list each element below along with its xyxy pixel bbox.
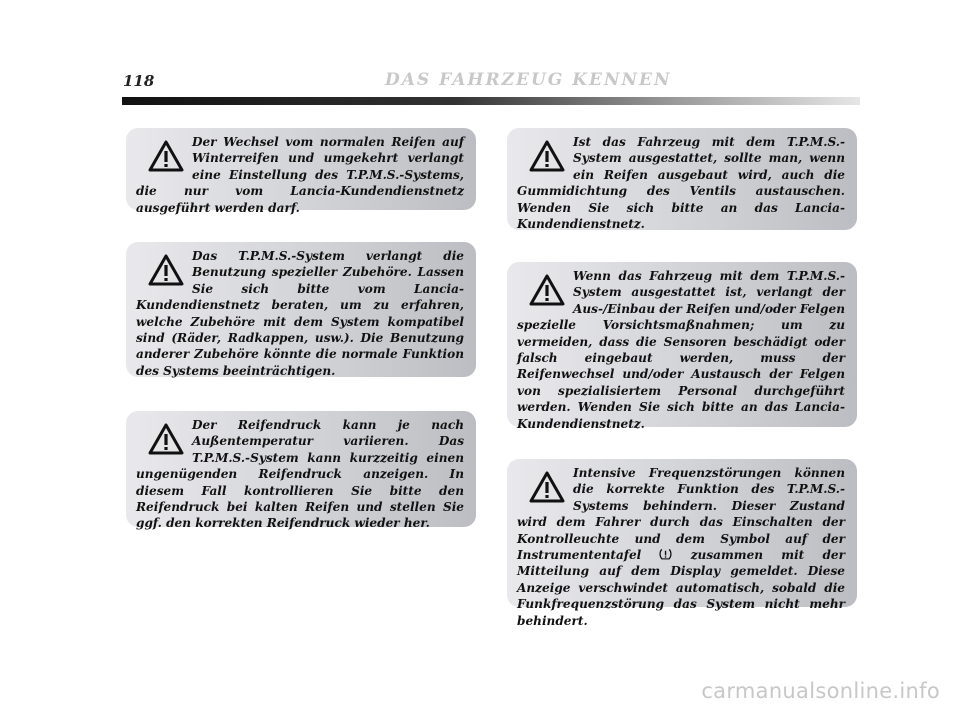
warning-box-1 <box>126 128 476 215</box>
warning-text-4: Ist das Fahrzeug mit dem T.P.M.S.-System ausgestattet, sollte man, wenn ein Reifen ausgebaut wird, auch die Gummidichtung des Ventils austauschen. Wenden Sie sich bitte an das Lancia-Kundendienstnetz. <box>517 135 845 232</box>
warning-text-6-part-1: Intensive Frequenzstörungen können die korrekte Funktion des T.P.M.S.-Systems behindern. Dieser Zustand wird dem Fahrer durch das Einschalten der Kontrolleuchte und dem Symbol auf der Instrumententafel <box>517 466 845 563</box>
warning-box-2 <box>126 242 476 377</box>
warning-triangle-icon <box>529 274 565 306</box>
warning-triangle-icon <box>529 471 565 503</box>
warning-text-2: Das T.P.M.S.-System verlangt die Benutzung spezieller Zubehöre. Lassen Sie sich bitte vom Lancia-Kundendienstnetz beraten, um zu erfahren, welche Zubehöre mit dem System kompatibel sind (Räder, Radkappen, usw.). Die Benutzung anderer Zubehöre könnte die normale Funktion des Systems beeinträchtigen. <box>136 249 464 378</box>
tire-pressure-warning-icon <box>659 548 672 560</box>
warning-triangle-icon <box>148 423 184 455</box>
header-rule <box>122 97 860 105</box>
warning-box-4 <box>507 128 857 230</box>
warning-triangle-icon <box>148 254 184 286</box>
warning-text-6 <box>517 465 845 629</box>
warning-triangle-icon <box>529 140 565 172</box>
watermark: carmanualsonline.info <box>701 679 940 703</box>
warning-box-5 <box>507 262 857 431</box>
warning-text-1: Der Wechsel vom normalen Reifen auf Winterreifen und umgekehrt verlangt eine Einstellung des T.P.M.S.-Systems, die nur vom Lancia-Kundendienstnetz ausgeführt werden darf. <box>136 135 464 215</box>
page-header: DAS FAHRZEUG KENNEN <box>385 70 672 90</box>
warning-text-5: Wenn das Fahrzeug mit dem T.P.M.S.-System ausgestattet ist, verlangt der Aus-/Einbau der Reifen und/oder Felgen spezielle Vorsichtsmaßnahmen; um zu vermeiden, dass die Sensoren beschädigt oder falsch eingebaut werden, muss der Reifenwechsel und/oder Austausch der Felgen von spezialisiertem Personal durchgeführt werden. Wenden Sie sich bitte an das Lancia-Kundendienstnetz. <box>517 269 845 431</box>
warning-text-6-part-2: zusammen mit der Mitteilung auf dem Display gemeldet. Diese Anzeige verschwindet automatisch, sobald die Funkfrequenzstörung das System nicht mehr behindert. <box>517 548 845 628</box>
page-number: 118 <box>123 72 155 90</box>
warning-box-6 <box>507 459 857 628</box>
warning-box-3 <box>126 411 476 531</box>
warning-triangle-icon <box>148 140 184 172</box>
warning-text-3: Der Reifendruck kann je nach Außentemperatur variieren. Das T.P.M.S.-System kann kurzzeitig einen ungenügenden Reifendruck anzeigen. In diesem Fall kontrollieren Sie bitte den Reifendruck bei kalten Reifen und stellen Sie ggf. den korrekten Reifendruck wieder her. <box>136 418 464 531</box>
